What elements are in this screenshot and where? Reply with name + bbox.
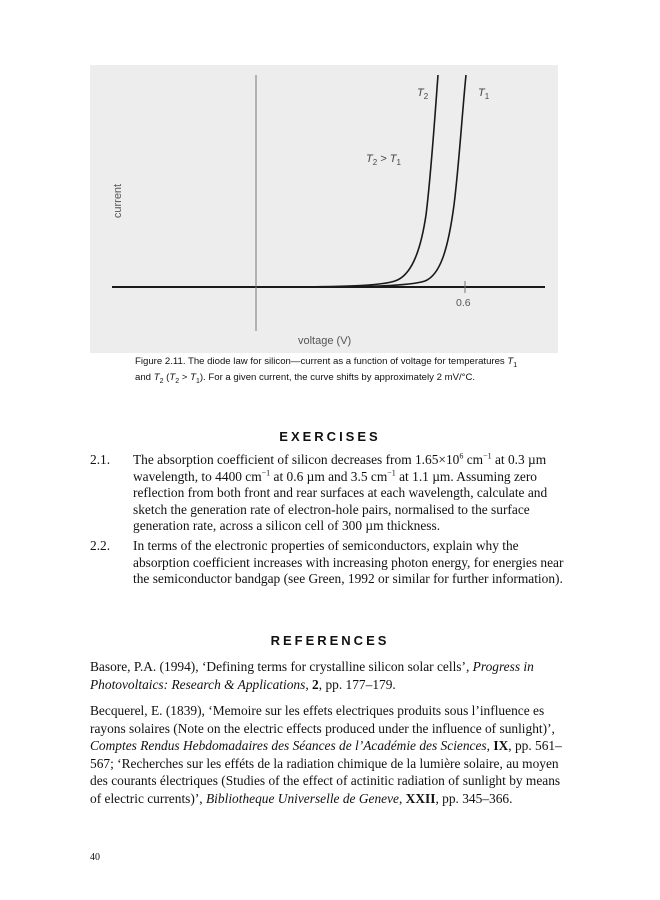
- x-axis-label: voltage (V): [298, 335, 352, 347]
- diode-law-figure: [90, 65, 558, 353]
- tick-label-0-6: 0.6: [456, 297, 471, 309]
- exercise-text: The absorption coefficient of silicon decreases from $1.65\times 10^6$ $cm^{-1}$ at 0.3 µm wavelength, to 4400 $cm^{-1}$ at 0.6 µm and 3.5 $cm^{-1}$ at 1.1 µm. Assuming zero reflection from both front and rear surfaces at each wavelength, calculate and sketch the generation rate of electron-hole pairs, normalised to the surface generation rate, across a silicon cell of 300 µm thickness.: [133, 451, 548, 533]
- exercise-number: 2.2.: [90, 538, 111, 553]
- exercise-number: 2.1.: [90, 452, 111, 467]
- references-heading: REFERENCES: [270, 633, 390, 648]
- curve-label-t1: $T_1$: [478, 87, 490, 102]
- exercises-heading: EXERCISES: [279, 429, 381, 444]
- reference-entry: Becquerel, E. (1839), ‘Memoire sur les effets electriques produits sous l’influence es rayons solaires (Note on the electric effects produced under the influence of sunlight)’, Comptes Rendus Hebdomadaires des Séances de l’Académie des Sciences, IX, pp. 561–567; ‘Recherches sur les efféts de la radiation chimique de la lumière solaire, au moyen des courants électriques (Studies of the effect of actinitic radiation of sunlight by means of electric currents)’, Bibliotheque Universelle de Geneve, XXII, pp. 345–366.: [90, 703, 562, 806]
- page-number: 40: [90, 852, 100, 863]
- curve-t1: [290, 75, 466, 287]
- figure-caption: Figure 2.11. The diode law for silicon—current as a function of voltage for temperatures $T_1$ and $T_2$ $(T_2 > T_1)$. For a given current, the curve shifts by approximately 2 mV/°C.: [135, 356, 518, 385]
- exercise-text: In terms of the electronic properties of semiconductors, explain why the absorption coefficient increases with increasing photon energy, for energies near the semiconductor bandgap (see Green, 1992 or similar for further information).: [133, 538, 564, 586]
- y-axis-label: current: [112, 183, 124, 219]
- reference-entry: Basore, P.A. (1994), ‘Defining terms for crystalline silicon solar cells’, Progress in Photovoltaics: Research & Applications, 2, pp. 177–179.: [90, 659, 534, 692]
- temperature-relation-label: $T_2 > T_1$: [366, 153, 401, 168]
- curve-t2: [260, 75, 438, 287]
- diode-law-plot: [90, 65, 558, 353]
- curve-label-t2: $T_2$: [417, 87, 429, 102]
